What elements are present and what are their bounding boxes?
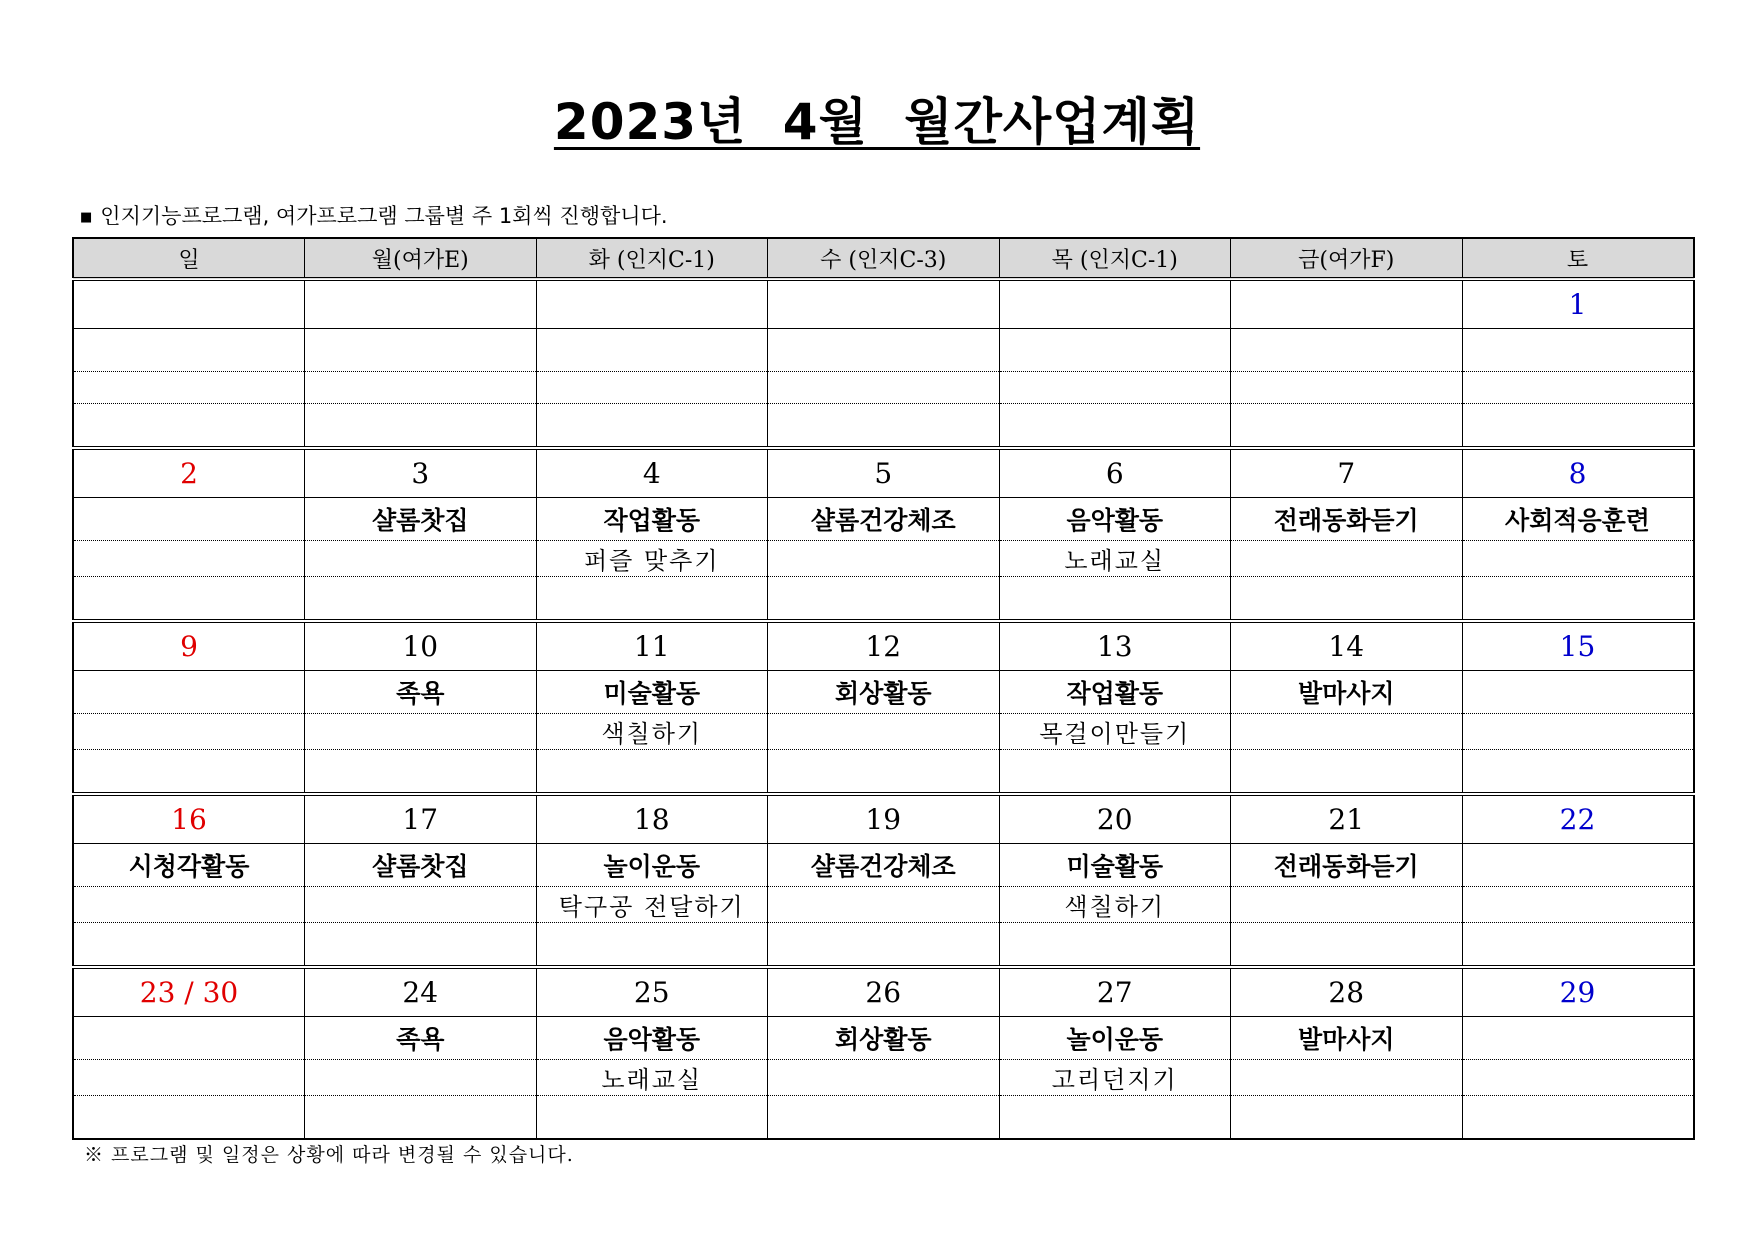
activity-cell-thu bbox=[999, 329, 1231, 372]
activity-detail-cell-thu: 색칠하기 bbox=[999, 887, 1231, 923]
date-cell-mon: 10 bbox=[305, 621, 537, 671]
empty-cell-fri bbox=[1231, 923, 1463, 968]
empty-cell-sun bbox=[73, 404, 305, 449]
week-2-empty-row bbox=[73, 577, 1694, 622]
empty-cell-wed bbox=[768, 404, 1000, 449]
activity-cell-wed: 샬롬건강체조 bbox=[768, 844, 1000, 887]
activity-detail-cell-sun bbox=[73, 714, 305, 750]
date-cell-thu: 20 bbox=[999, 794, 1231, 844]
week-1-activity-row bbox=[73, 329, 1694, 372]
week-3-empty-row bbox=[73, 750, 1694, 795]
activity-detail-cell-wed bbox=[768, 1060, 1000, 1096]
date-cell-sun: 23 / 30 bbox=[73, 967, 305, 1017]
calendar-body bbox=[73, 279, 1694, 1139]
activity-detail-cell-fri bbox=[1231, 714, 1463, 750]
activity-cell-tue bbox=[536, 329, 768, 372]
activity-detail-cell-tue bbox=[536, 372, 768, 404]
date-cell-thu: 27 bbox=[999, 967, 1231, 1017]
activity-cell-wed: 회상활동 bbox=[768, 1017, 1000, 1060]
empty-cell-tue bbox=[536, 1096, 768, 1140]
week-2-activity-row bbox=[73, 498, 1694, 541]
empty-cell-fri bbox=[1231, 577, 1463, 622]
activity-cell-sat bbox=[1462, 844, 1694, 887]
activity-detail-cell-sat bbox=[1462, 372, 1694, 404]
empty-cell-thu bbox=[999, 923, 1231, 968]
week-4-activity-detail-row bbox=[73, 887, 1694, 923]
empty-cell-wed bbox=[768, 923, 1000, 968]
activity-detail-cell-mon bbox=[305, 714, 537, 750]
empty-cell-mon bbox=[305, 577, 537, 622]
activity-cell-tue: 작업활동 bbox=[536, 498, 768, 541]
activity-detail-cell-wed bbox=[768, 714, 1000, 750]
date-cell-sat: 1 bbox=[1462, 279, 1694, 329]
activity-detail-cell-thu: 노래교실 bbox=[999, 541, 1231, 577]
empty-cell-wed bbox=[768, 577, 1000, 622]
activity-detail-cell-fri bbox=[1231, 1060, 1463, 1096]
activity-detail-cell-fri bbox=[1231, 372, 1463, 404]
empty-cell-fri bbox=[1231, 1096, 1463, 1140]
activity-cell-fri: 발마사지 bbox=[1231, 1017, 1463, 1060]
empty-cell-fri bbox=[1231, 750, 1463, 795]
activity-detail-cell-sat bbox=[1462, 714, 1694, 750]
date-cell-mon: 17 bbox=[305, 794, 537, 844]
notice-text: 인지기능프로그램, 여가프로그램 그룹별 주 1회씩 진행합니다. bbox=[100, 204, 668, 228]
empty-cell-tue bbox=[536, 577, 768, 622]
activity-detail-cell-sun bbox=[73, 887, 305, 923]
header-sun: 일 bbox=[73, 238, 305, 279]
activity-cell-sat: 사회적응훈련 bbox=[1462, 498, 1694, 541]
activity-cell-sun: 시청각활동 bbox=[73, 844, 305, 887]
date-cell-fri: 21 bbox=[1231, 794, 1463, 844]
activity-detail-cell-tue: 색칠하기 bbox=[536, 714, 768, 750]
activity-cell-fri bbox=[1231, 329, 1463, 372]
activity-detail-cell-mon bbox=[305, 372, 537, 404]
empty-cell-thu bbox=[999, 404, 1231, 449]
empty-cell-mon bbox=[305, 750, 537, 795]
empty-cell-mon bbox=[305, 404, 537, 449]
activity-detail-cell-wed bbox=[768, 541, 1000, 577]
empty-cell-sun bbox=[73, 923, 305, 968]
empty-cell-mon bbox=[305, 923, 537, 968]
date-cell-tue: 4 bbox=[536, 448, 768, 498]
page-title: 2023년 4월 월간사업계획 bbox=[553, 93, 1201, 151]
activity-detail-cell-tue: 탁구공 전달하기 bbox=[536, 887, 768, 923]
activity-detail-cell-sun bbox=[73, 1060, 305, 1096]
week-1-activity-detail-row bbox=[73, 372, 1694, 404]
empty-cell-thu bbox=[999, 1096, 1231, 1140]
empty-cell-sat bbox=[1462, 1096, 1694, 1140]
week-5-date-row bbox=[73, 967, 1694, 1017]
activity-cell-tue: 미술활동 bbox=[536, 671, 768, 714]
empty-cell-fri bbox=[1231, 404, 1463, 449]
activity-detail-cell-sun bbox=[73, 372, 305, 404]
week-3-activity-detail-row bbox=[73, 714, 1694, 750]
date-cell-tue: 11 bbox=[536, 621, 768, 671]
activity-cell-sun bbox=[73, 1017, 305, 1060]
empty-cell-sat bbox=[1462, 750, 1694, 795]
empty-cell-sat bbox=[1462, 577, 1694, 622]
activity-detail-cell-mon bbox=[305, 887, 537, 923]
date-cell-mon: 3 bbox=[305, 448, 537, 498]
date-cell-tue: 18 bbox=[536, 794, 768, 844]
activity-detail-cell-tue: 노래교실 bbox=[536, 1060, 768, 1096]
activity-cell-wed bbox=[768, 329, 1000, 372]
date-cell-sun: 9 bbox=[73, 621, 305, 671]
activity-cell-sun bbox=[73, 498, 305, 541]
activity-cell-sat bbox=[1462, 329, 1694, 372]
activity-cell-thu: 미술활동 bbox=[999, 844, 1231, 887]
date-cell-wed: 26 bbox=[768, 967, 1000, 1017]
activity-detail-cell-sat bbox=[1462, 1060, 1694, 1096]
activity-detail-cell-mon bbox=[305, 1060, 537, 1096]
header-sat: 토 bbox=[1462, 238, 1694, 279]
activity-detail-cell-thu bbox=[999, 372, 1231, 404]
activity-cell-mon: 샬롬찻집 bbox=[305, 844, 537, 887]
date-cell-fri: 28 bbox=[1231, 967, 1463, 1017]
header-tue: 화 (인지C-1) bbox=[536, 238, 768, 279]
activity-cell-thu: 음악활동 bbox=[999, 498, 1231, 541]
activity-detail-cell-sun bbox=[73, 541, 305, 577]
date-cell-sat: 29 bbox=[1462, 967, 1694, 1017]
date-cell-mon bbox=[305, 279, 537, 329]
week-3-activity-row bbox=[73, 671, 1694, 714]
date-cell-wed: 5 bbox=[768, 448, 1000, 498]
date-cell-sun: 16 bbox=[73, 794, 305, 844]
activity-cell-sat bbox=[1462, 671, 1694, 714]
page-title-container bbox=[0, 82, 1754, 154]
date-cell-sat: 8 bbox=[1462, 448, 1694, 498]
week-5-activity-row bbox=[73, 1017, 1694, 1060]
week-2-activity-detail-row bbox=[73, 541, 1694, 577]
empty-cell-tue bbox=[536, 750, 768, 795]
empty-cell-sun bbox=[73, 577, 305, 622]
header-mon: 월(여가E) bbox=[305, 238, 537, 279]
empty-cell-mon bbox=[305, 1096, 537, 1140]
date-cell-sat: 15 bbox=[1462, 621, 1694, 671]
week-4-activity-row bbox=[73, 844, 1694, 887]
date-cell-fri bbox=[1231, 279, 1463, 329]
week-1-date-row bbox=[73, 279, 1694, 329]
activity-detail-cell-thu: 고리던지기 bbox=[999, 1060, 1231, 1096]
date-cell-sun bbox=[73, 279, 305, 329]
activity-cell-mon bbox=[305, 329, 537, 372]
activity-cell-mon: 샬롬찻집 bbox=[305, 498, 537, 541]
header-fri: 금(여가F) bbox=[1231, 238, 1463, 279]
week-5-activity-detail-row bbox=[73, 1060, 1694, 1096]
activity-detail-cell-thu: 목걸이만들기 bbox=[999, 714, 1231, 750]
activity-detail-cell-wed bbox=[768, 887, 1000, 923]
empty-cell-sun bbox=[73, 1096, 305, 1140]
date-cell-tue bbox=[536, 279, 768, 329]
activity-cell-wed: 회상활동 bbox=[768, 671, 1000, 714]
square-bullet-icon: ■ bbox=[80, 210, 93, 225]
activity-detail-cell-sat bbox=[1462, 887, 1694, 923]
activity-detail-cell-sat bbox=[1462, 541, 1694, 577]
activity-cell-sun bbox=[73, 329, 305, 372]
week-2-date-row bbox=[73, 448, 1694, 498]
activity-detail-cell-tue: 퍼즐 맞추기 bbox=[536, 541, 768, 577]
week-5-empty-row bbox=[73, 1096, 1694, 1140]
activity-cell-thu: 작업활동 bbox=[999, 671, 1231, 714]
notice-line bbox=[80, 200, 668, 230]
date-cell-sun: 2 bbox=[73, 448, 305, 498]
activity-detail-cell-mon bbox=[305, 541, 537, 577]
activity-detail-cell-wed bbox=[768, 372, 1000, 404]
empty-cell-thu bbox=[999, 750, 1231, 795]
activity-detail-cell-fri bbox=[1231, 541, 1463, 577]
footnote: ※ 프로그램 및 일정은 상황에 따라 변경될 수 있습니다. bbox=[84, 1144, 574, 1166]
activity-cell-tue: 놀이운동 bbox=[536, 844, 768, 887]
week-4-empty-row bbox=[73, 923, 1694, 968]
date-cell-wed: 12 bbox=[768, 621, 1000, 671]
date-cell-thu: 13 bbox=[999, 621, 1231, 671]
activity-cell-fri: 발마사지 bbox=[1231, 671, 1463, 714]
activity-detail-cell-fri bbox=[1231, 887, 1463, 923]
activity-cell-thu: 놀이운동 bbox=[999, 1017, 1231, 1060]
date-cell-thu bbox=[999, 279, 1231, 329]
empty-cell-wed bbox=[768, 750, 1000, 795]
date-cell-wed bbox=[768, 279, 1000, 329]
date-cell-tue: 25 bbox=[536, 967, 768, 1017]
week-3-date-row bbox=[73, 621, 1694, 671]
week-4-date-row bbox=[73, 794, 1694, 844]
empty-cell-tue bbox=[536, 404, 768, 449]
activity-cell-mon: 족욕 bbox=[305, 1017, 537, 1060]
activity-cell-mon: 족욕 bbox=[305, 671, 537, 714]
calendar-header-row bbox=[73, 238, 1694, 279]
date-cell-thu: 6 bbox=[999, 448, 1231, 498]
date-cell-sat: 22 bbox=[1462, 794, 1694, 844]
calendar-table bbox=[72, 237, 1695, 1140]
empty-cell-wed bbox=[768, 1096, 1000, 1140]
date-cell-wed: 19 bbox=[768, 794, 1000, 844]
activity-cell-fri: 전래동화듣기 bbox=[1231, 498, 1463, 541]
empty-cell-sat bbox=[1462, 404, 1694, 449]
date-cell-mon: 24 bbox=[305, 967, 537, 1017]
activity-cell-sat bbox=[1462, 1017, 1694, 1060]
header-wed: 수 (인지C-3) bbox=[768, 238, 1000, 279]
empty-cell-sat bbox=[1462, 923, 1694, 968]
week-1-empty-row bbox=[73, 404, 1694, 449]
activity-cell-tue: 음악활동 bbox=[536, 1017, 768, 1060]
header-thu: 목 (인지C-1) bbox=[999, 238, 1231, 279]
activity-cell-fri: 전래동화듣기 bbox=[1231, 844, 1463, 887]
activity-cell-wed: 샬롬건강체조 bbox=[768, 498, 1000, 541]
empty-cell-thu bbox=[999, 577, 1231, 622]
empty-cell-tue bbox=[536, 923, 768, 968]
date-cell-fri: 7 bbox=[1231, 448, 1463, 498]
empty-cell-sun bbox=[73, 750, 305, 795]
activity-cell-sun bbox=[73, 671, 305, 714]
date-cell-fri: 14 bbox=[1231, 621, 1463, 671]
